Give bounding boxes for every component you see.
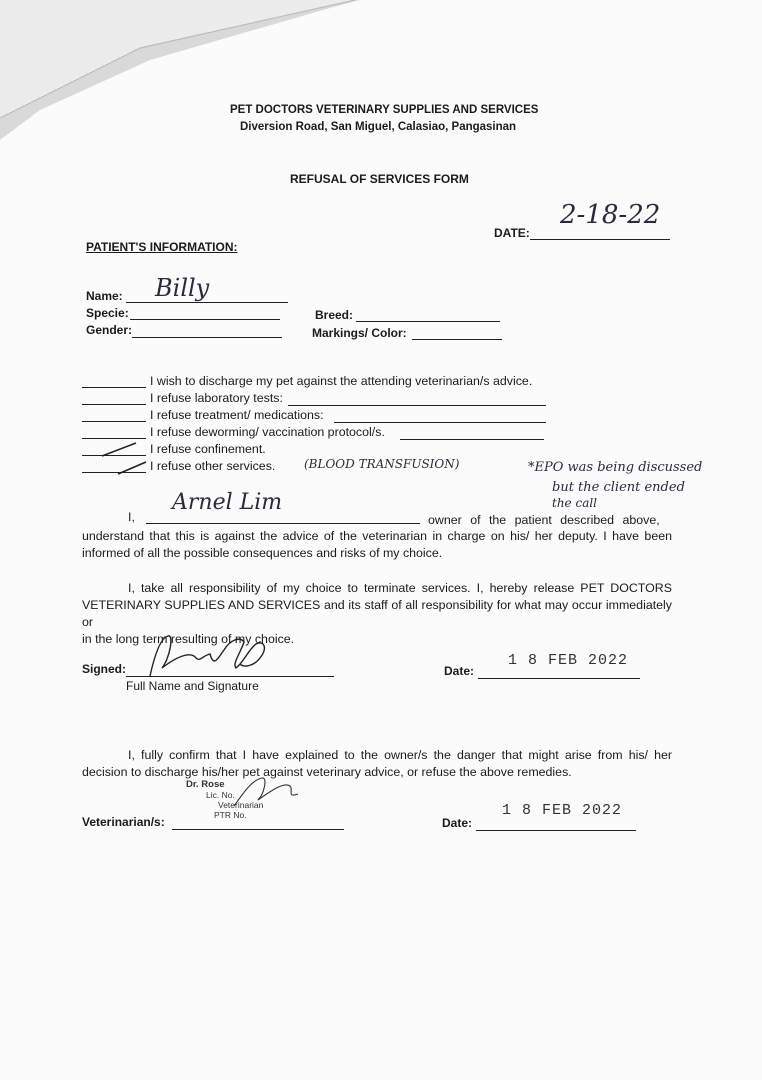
stamp-ptr: PTR No. <box>214 810 247 820</box>
name-value: Billy <box>155 274 210 302</box>
owner-statement-line2: understand that this is against the advice of the veterinarian in charge on his/ her deputy. I have been <box>82 529 672 543</box>
specie-label: Specie: <box>86 306 129 320</box>
check-blank[interactable] <box>82 404 146 405</box>
markings-line <box>412 339 502 340</box>
detail-line <box>288 405 546 406</box>
markings-label: Markings/ Color: <box>312 326 407 340</box>
vet-statement <box>82 747 672 781</box>
check-mark-icon <box>116 459 150 475</box>
detail-line <box>334 422 546 423</box>
release-line3: in the long term resulting of my choice. <box>82 632 295 646</box>
vet-date-line <box>476 830 636 831</box>
other-services-note: (BLOOD TRANSFUSION) <box>304 457 460 471</box>
breed-line <box>356 321 500 322</box>
vet-statement-line2: decision to discharge his/her pet against veterinary advice, or refuse the above remedies. <box>82 765 572 779</box>
gender-label: Gender: <box>86 323 133 337</box>
check-blank[interactable] <box>82 421 146 422</box>
owner-statement-line3: informed of all the possible consequences and risks of my choice. <box>82 546 443 560</box>
handwritten-note-line1: *EPO was being discussed <box>528 460 703 475</box>
handwritten-note-line3: the call <box>552 496 598 510</box>
check-blank[interactable] <box>82 438 146 439</box>
veterinarian-label: Veterinarian/s: <box>82 815 165 829</box>
owner-date-line <box>478 678 640 679</box>
date-value: 2-18-22 <box>560 200 661 230</box>
owner-prefix: I, <box>128 510 135 524</box>
checklist-item-label: I refuse other services. <box>150 459 276 473</box>
vet-date-stamp: 1 8 FEB 2022 <box>502 802 623 819</box>
company-address: Diversion Road, San Miguel, Calasiao, Pangasinan <box>240 121 517 133</box>
checklist-item-label: I refuse confinement. <box>150 442 266 456</box>
vet-date-label: Date: <box>442 816 473 830</box>
checklist-item-label: I refuse treatment/ medications: <box>150 408 324 422</box>
name-line <box>126 302 288 303</box>
date-line <box>530 239 670 240</box>
checklist-item-label: I refuse laboratory tests: <box>150 391 283 405</box>
vet-statement-line1: I, fully confirm that I have explained to the owner/s the danger that might arise from his/ her <box>128 748 672 762</box>
stamp-role: Veterinarian <box>218 800 264 810</box>
owner-date-stamp: 1 8 FEB 2022 <box>508 652 629 669</box>
owner-name-value: Arnel Lim <box>172 490 283 515</box>
patient-section-title: PATIENT'S INFORMATION: <box>86 240 238 254</box>
owner-date-label: Date: <box>444 664 475 678</box>
owner-signature-icon <box>140 628 280 680</box>
veterinarian-line[interactable] <box>172 829 344 830</box>
date-label: DATE: <box>494 226 530 240</box>
company-name: PET DOCTORS VETERINARY SUPPLIES AND SERVICES <box>230 104 539 116</box>
stamp-license: Lic. No. <box>206 790 235 800</box>
owner-statement-line1: owner of the patient described above, <box>428 513 660 527</box>
release-line1: I, take all responsibility of my choice to terminate services. I, hereby release PET DOCTORS <box>128 581 672 595</box>
owner-statement-body <box>82 528 672 562</box>
checklist-item-label: I wish to discharge my pet against the attending veterinarian/s advice. <box>150 374 533 388</box>
signature-caption: Full Name and Signature <box>126 679 259 693</box>
handwritten-note-line2: but the client ended <box>552 480 685 495</box>
check-blank[interactable] <box>82 387 146 388</box>
stamp-name: Dr. Rose <box>186 779 225 790</box>
checklist-item-label: I refuse deworming/ vaccination protocol/s. <box>150 425 385 439</box>
detail-line <box>400 439 544 440</box>
name-label: Name: <box>86 289 123 303</box>
owner-name-line <box>146 523 420 524</box>
vet-signature-icon <box>228 772 308 812</box>
signed-label: Signed: <box>82 662 126 676</box>
check-mark-icon <box>100 440 140 458</box>
form-title: REFUSAL OF SERVICES FORM <box>290 172 469 186</box>
breed-label: Breed: <box>315 308 354 322</box>
gender-line <box>132 337 282 338</box>
release-line2: VETERINARY SUPPLIES AND SERVICES and its staff of all responsibility for what may occur immediately or <box>82 598 672 629</box>
specie-line <box>130 319 280 320</box>
